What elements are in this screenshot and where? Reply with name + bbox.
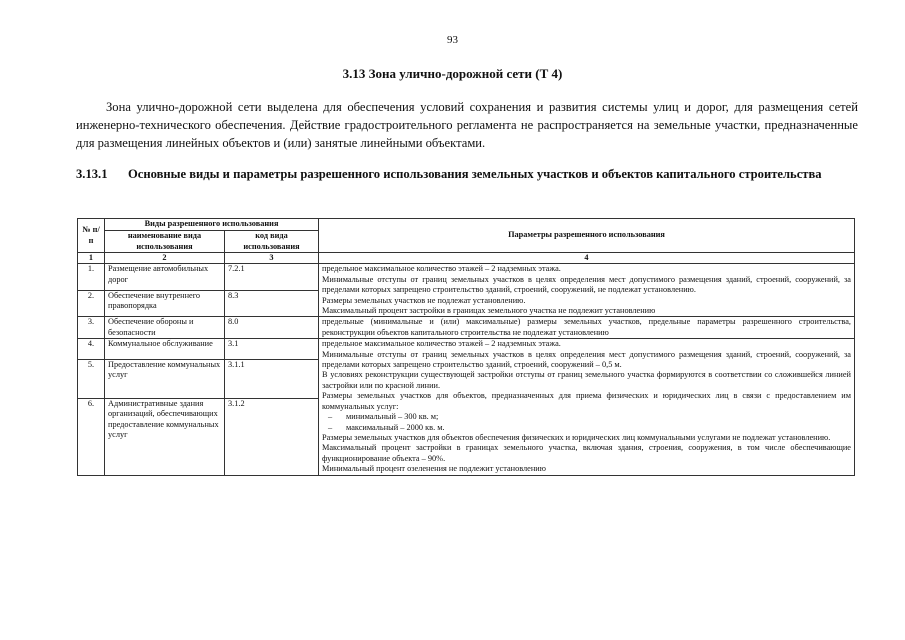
row-num: 1. — [78, 264, 105, 291]
table-header-row — [78, 219, 855, 231]
row-num: 3. — [78, 317, 105, 339]
param-line: предельное максимальное количество этажей – 2 надземных этажа. — [322, 339, 561, 349]
col-number: 4 — [319, 253, 855, 264]
row-num: 4. — [78, 339, 105, 359]
row-name: Обеспечение обороны и безопасности — [105, 317, 225, 339]
row-code: 3.1 — [225, 339, 319, 359]
header-group: Виды разрешенного использования — [105, 219, 319, 231]
param-line: Размеры земельных участков для объектов обеспечения физических и юридических лиц коммунальными услугами не подлежат установлению. — [322, 432, 831, 442]
header-code: код вида использования — [225, 231, 319, 253]
col-number: 1 — [78, 253, 105, 264]
header-params: Параметры разрешенного использования — [319, 219, 855, 253]
subsection-title: Основные виды и параметры разрешенного использования земельных участков и объектов капитального строительства — [128, 167, 822, 181]
param-line: предельное максимальное количество этажей – 2 надземных этажа. — [322, 264, 561, 274]
param-line: Размеры земельных участков для объектов, предназначенных для приема физических и юридических лиц в связи с предоставлением им коммунальных услуг: — [322, 391, 851, 411]
row-num: 5. — [78, 359, 105, 398]
column-number-row — [78, 253, 855, 264]
param-line: Минимальные отступы от границ земельных участков в целях определения мест допустимого размещения зданий, строений, сооружений, за пределами которых запрещено строительство зданий, строений, сооружений, не подлежат установлению. — [322, 274, 851, 295]
header-name: наименование вида использования — [105, 231, 225, 253]
row-code: 7.2.1 — [225, 264, 319, 291]
param-dash-item — [322, 412, 851, 422]
row-name: Коммунальное обслуживание — [105, 339, 225, 359]
param-dash-item — [322, 423, 851, 433]
table-row — [78, 339, 855, 359]
permitted-use-table — [77, 218, 855, 476]
row-code: 3.1.1 — [225, 359, 319, 398]
col-number: 3 — [225, 253, 319, 264]
params-cell — [319, 339, 855, 475]
param-line: Минимальный процент озеленения не подлежит установлению — [322, 464, 546, 474]
row-code: 3.1.2 — [225, 398, 319, 475]
row-name: Размещение автомобильных дорог — [105, 264, 225, 291]
row-name: Административные здания организаций, обеспечивающих предоставление коммунальных услуг — [105, 398, 225, 475]
params-cell: предельные (минимальные и (или) максимальные) размеры земельных участков, предельные параметры разрешенного строительства, реконструкции объектов капитального строительства не подлежат установлению — [319, 317, 855, 339]
row-num: 2. — [78, 290, 105, 317]
param-line: Минимальные отступы от границ земельных участков в целях определения мест допустимого размещения зданий, строений, сооружений, за пределами которых запрещено строительство зданий, строений, сооружений – 0,5 м. — [322, 349, 851, 370]
param-line: Максимальный процент застройки в границах земельного участка, включая здания, строения, сооружения, в том числе обеспечивающие функционирование объекта – 90%. — [322, 443, 851, 463]
header-num: № п/п — [78, 219, 105, 253]
section-title: 3.13 Зона улично-дорожной сети (Т 4) — [342, 66, 563, 81]
page-number: 93 — [447, 34, 458, 46]
params-cell — [319, 264, 855, 317]
dash-text: минимальный – 300 кв. м; — [346, 412, 439, 422]
subsection-heading — [76, 166, 858, 183]
dash-mark: – — [328, 412, 333, 422]
row-code: 8.0 — [225, 317, 319, 339]
param-line: Максимальный процент застройки в границах земельного участка не подлежит установлению — [322, 306, 656, 316]
row-name: Обеспечение внутреннего правопорядка — [105, 290, 225, 317]
table-row — [78, 317, 855, 339]
dash-text: максимальный – 2000 кв. м. — [346, 422, 445, 432]
param-line: В условиях реконструкции существующей застройки отступы от границ земельного участка формируются в соответствии со сложившейся линией застройки или по красной линии. — [322, 370, 851, 390]
intro-paragraph: Зона улично-дорожной сети выделена для обеспечения условий сохранения и развития системы улиц и дорог, для размещения сетей инженерно-технического обеспечения. Действие градостроительного регламента не распространяется на земельные участки, предназначенные для размещения линейных объектов и (или) занятые линейными объектами. — [76, 100, 858, 150]
col-number: 2 — [105, 253, 225, 264]
dash-mark: – — [328, 422, 333, 432]
row-code: 8.3 — [225, 290, 319, 317]
table-row — [78, 264, 855, 291]
param-line: Размеры земельных участков не подлежат установлению. — [322, 295, 526, 305]
row-name: Предоставление коммунальных услуг — [105, 359, 225, 398]
subsection-number: 3.13.1 — [76, 167, 108, 181]
row-num: 6. — [78, 398, 105, 475]
